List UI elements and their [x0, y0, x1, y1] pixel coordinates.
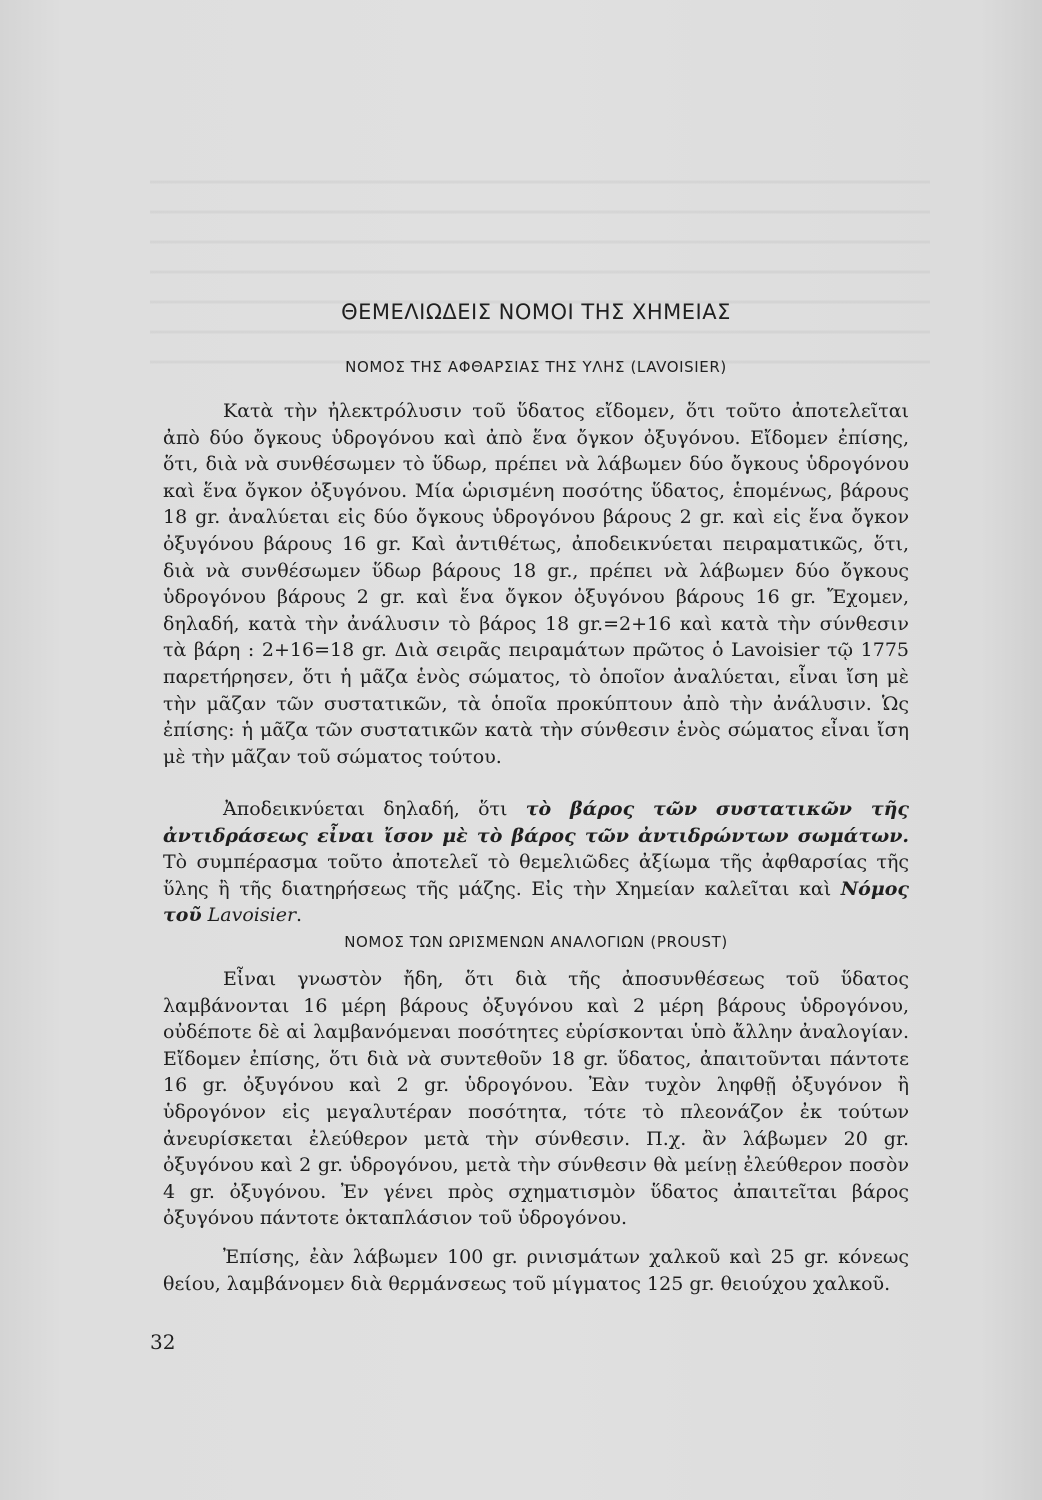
paragraph-proust-1: Εἶναι γνωστὸν ἤδη, ὅτι διὰ τῆς ἀποσυνθέσεως τοῦ ὕδατος λαμβάνονται 16 μέρη βάρους ὀξυγόνου καὶ 2 μέρη βάρους ὑδρογόνου, οὐδέποτε δὲ αἱ λαμβανόμεναι ποσότητες εὑρίσκονται ὑπὸ ἄλλην ἀναλογίαν. Εἴδομεν ἐπίσης, ὅτι διὰ νὰ συντεθοῦν 18 gr. ὕδατος, ἀπαιτοῦνται πάντοτε 16 gr. ὀξυγόνου καὶ 2 gr. ὑδρογόνου. Ἐὰν τυχὸν ληφθῇ ὀξυγόνον ἢ ὑδρογόνον εἰς μεγαλυτέραν ποσότητα, τότε τὸ πλεονάζον ἐκ τούτων ἀνευρίσκεται ἐλεύθερον μετὰ τὴν σύνθεσιν. Π.χ. ἂν λάβωμεν 20 gr. ὀξυγόνου καὶ 2 gr. ὑδρογόνου, μετὰ τὴν σύνθεσιν θὰ μείνῃ ἐλεύθερον ποσὸν 4 gr. ὀξυγόνου. Ἐν γένει πρὸς σχηματισμὸν ὕδατος ἀπαιτεῖται βάρος ὀξυγόνου πάντοτε ὀκταπλάσιον τοῦ ὑδρογόνου.	[163, 968, 909, 1230]
section-heading-proust: ΝΟΜΟΣ ΤΩΝ ΩΡΙΣΜΕΝΩΝ ΑΝΑΛΟΓΙΩΝ (PROUST)	[344, 933, 728, 951]
paragraph-end: .	[296, 904, 303, 927]
paragraph-lead: Ἀποδεικνύεται δηλαδή, ὅτι	[223, 798, 526, 820]
paragraph-lavoisier-1: Κατὰ τὴν ἠλεκτρόλυσιν τοῦ ὕδατος εἴδομεν, ὅτι τοῦτο ἀποτελεῖται ἀπὸ δύο ὄγκους ὑδρογόνου καὶ ἀπὸ ἕνα ὄγκον ὀξυγόνου. Εἴδομεν ἐπίσης, ὅτι, διὰ νὰ συνθέσωμεν τὸ ὕδωρ, πρέπει νὰ λάβωμεν δύο ὄγκους ὑδρογόνου καὶ ἕνα ὄγκον ὀξυγόνου. Μία ὡρισμένη ποσότης ὕδατος, ἑπομένως, βάρους 18 gr. ἀναλύεται εἰς δύο ὄγκους ὑδρογόνου βάρους 2 gr. καὶ εἰς ἕνα ὄγκον ὀξυγόνου βάρους 16 gr. Καὶ ἀντιθέτως, ἀποδεικνύεται πειραματικῶς, ὅτι, διὰ νὰ συνθέσωμεν ὕδωρ βάρους 18 gr., πρέπει νὰ λάβωμεν δύο ὄγκους ὑδρογόνου βάρους 2 gr. καὶ ἕνα ὄγκον ὀξυγόνου βάρους 16 gr. Ἔχομεν, δηλαδή, κατὰ τὴν ἀνάλυσιν τὸ βάρος 18 gr.=2+16 καὶ κατὰ τὴν σύνθεσιν τὰ βάρη : 2+16=18 gr. Διὰ σειρᾶς πειραμάτων πρῶτος ὁ Lavoisier τῷ 1775 παρετήρησεν, ὅτι ἡ μᾶζα ἑνὸς σώματος, τὸ ὁποῖον ἀναλύεται, εἶναι ἴση μὲ τὴν μᾶζαν τῶν συστατικῶν, τὰ ὁποῖα προκύπτουν ἀπὸ τὴν ἀνάλυσιν. Ὡς ἐπίσης: ἡ μᾶζα τῶν συστατικῶν κατὰ τὴν σύνθεσιν ἑνὸς σώματος εἶναι ἴση μὲ τὴν μᾶζαν τοῦ σώματος τούτου.	[163, 400, 909, 768]
paragraph-middle: Τὸ συμπέρασμα τοῦτο ἀποτελεῖ τὸ θεμελιῶδες ἀξίωμα τῆς ἀφθαρσίας τῆς ὕλης ἢ τῆς διατηρήσεως τῆς μάζης. Εἰς τὴν Χημείαν καλεῖται καὶ	[163, 851, 909, 900]
law-statement: τὸ βάρος τῶν συστατικῶν τῆς ἀντιδράσεως εἶναι ἴσον μὲ τὸ βάρος τῶν ἀντιδρώντων σωμάτων.	[163, 798, 909, 847]
paragraph-proust-2: Ἐπίσης, ἐὰν λάβωμεν 100 gr. ρινισμάτων χαλκοῦ καὶ 25 gr. κόνεως θείου, λαμβάνομεν διὰ θερμάνσεως τοῦ μίγματος 125 gr. θειούχου χαλκοῦ.	[163, 1246, 909, 1295]
page-number: 32	[150, 1330, 176, 1354]
bleed-through-text	[150, 160, 930, 390]
law-name-bold: Νόμος τοῦ	[163, 877, 909, 927]
section-heading-lavoisier: ΝΟΜΟΣ ΤΗΣ ΑΦΘΑΡΣΙΑΣ ΤΗΣ ΥΛΗΣ (LAVOISIER)	[345, 358, 727, 376]
page-title: ΘΕΜΕΛΙΩΔΕΙΣ ΝΟΜΟΙ ΤΗΣ ΧΗΜΕΙΑΣ	[341, 300, 731, 324]
law-name-lavoisier: Lavoisier	[201, 904, 297, 927]
paragraph-lavoisier-2	[163, 796, 909, 929]
